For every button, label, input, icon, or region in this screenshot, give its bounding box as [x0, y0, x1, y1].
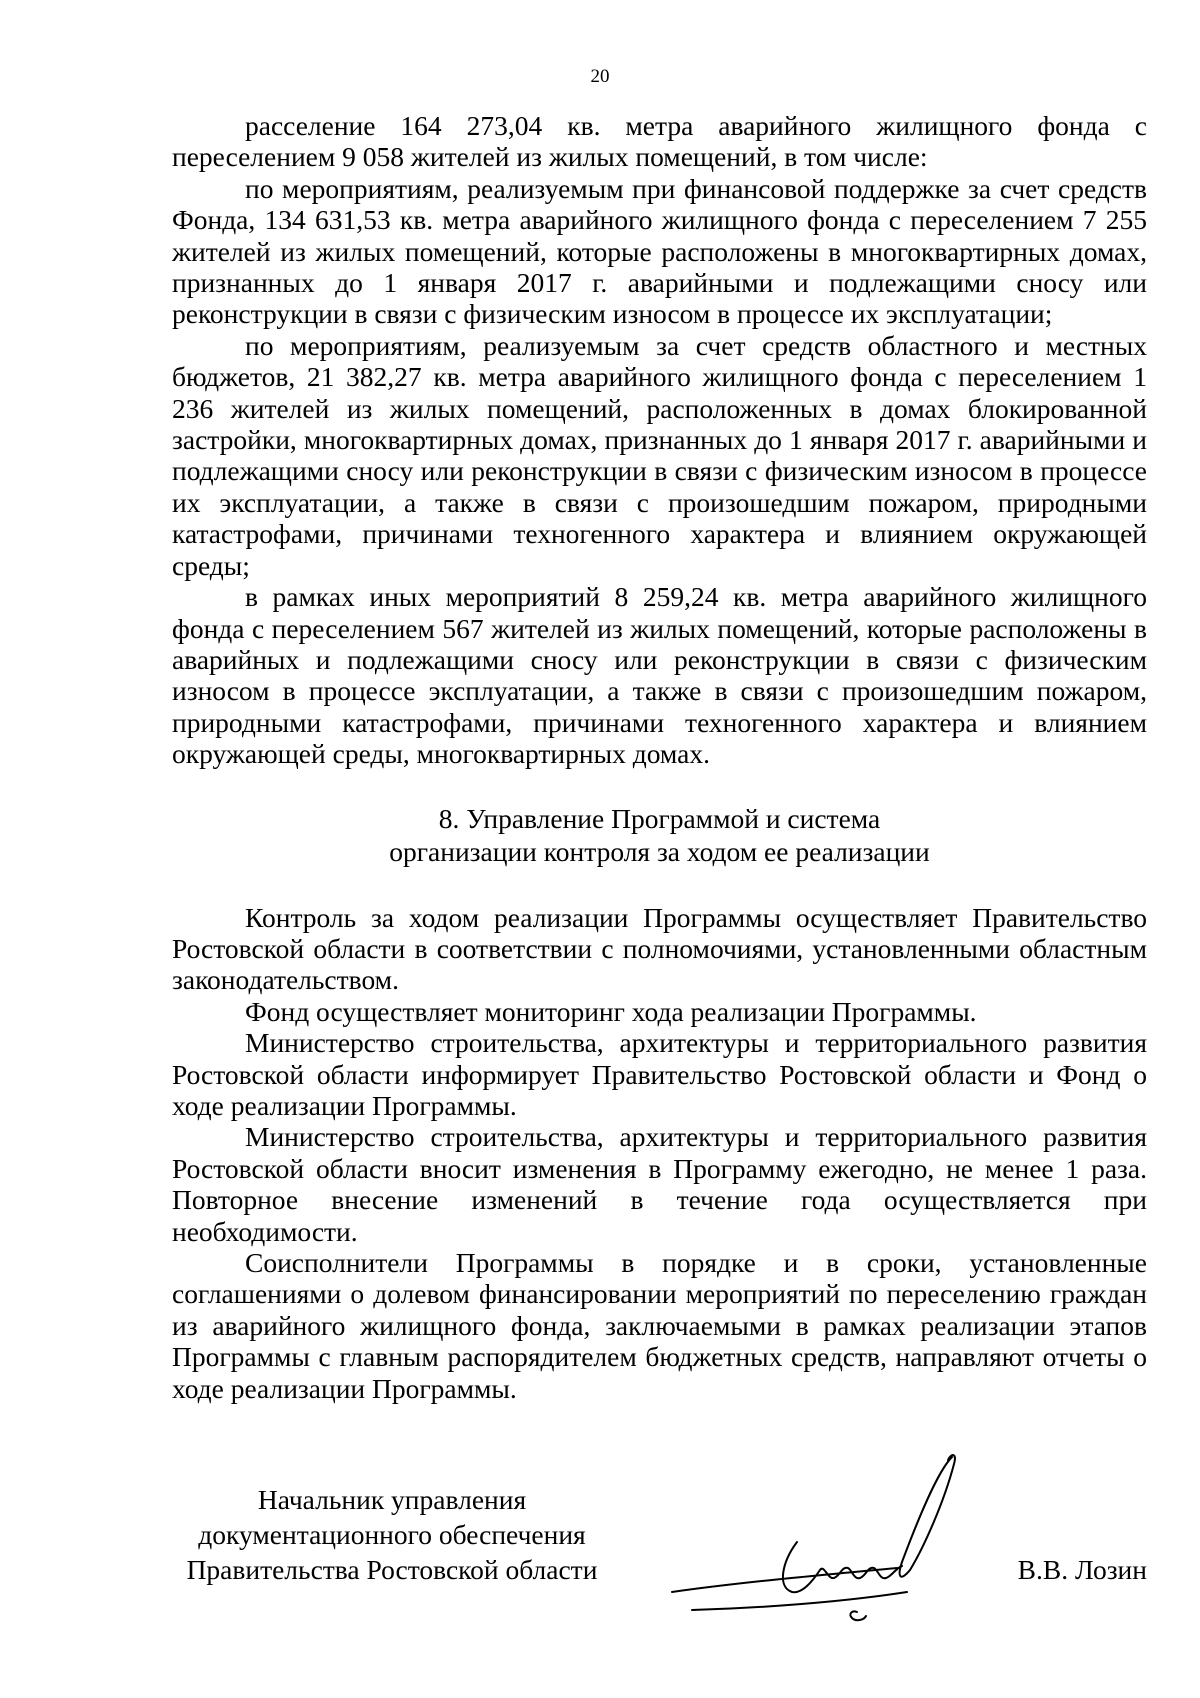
- document-body: [172, 110, 1147, 1404]
- paragraph-resettlement-total: расселение 164 273,04 кв. метра аварийного жилищного фонда с переселением 9 058 жителей из жилых помещений, в том числе:: [172, 110, 1147, 173]
- signature-block: [172, 1482, 1147, 1652]
- paragraph-control: Контроль за ходом реализации Программы осуществляет Правительство Ростовской области в соответствии с полномочиями, установленными областным законодательством.: [172, 901, 1147, 996]
- section-heading-line-1: 8. Управление Программой и система: [438, 802, 881, 834]
- paragraph-other-measures: в рамках иных мероприятий 8 259,24 кв. метра аварийного жилищного фонда с переселением 567 жителей из жилых помещений, которые расположены в аварийных и подлежащими сносу или реконструкции в связи с физическим износом в процессе эксплуатации, а также в связи с произошедшим пожаром, природными катастрофами, причинами техногенного характера и влиянием окружающей среды, многоквартирных домах.: [172, 581, 1147, 770]
- paragraph-fund-measures: по мероприятиям, реализуемым при финансовой поддержке за счет средств Фонда, 134 631,53 кв. метра аварийного жилищного фонда с переселением 7 255 жителей из жилых помещений, которые расположены в многоквартирных домах, признанных до 1 января 2017 г. аварийными и подлежащими сносу или реконструкции в связи с физическим износом в процессе их эксплуатации;: [172, 172, 1147, 330]
- handwritten-signature: [652, 1442, 982, 1632]
- page-number: 20: [590, 66, 610, 87]
- signatory-position-line-2: документационного обеспечения: [198, 1519, 586, 1550]
- section-heading-line-2: организации контроля за ходом ее реализации: [389, 835, 930, 867]
- paragraph-ministry-informs: Министерство строительства, архитектуры и территориального развития Ростовской области информирует Правительство Ростовской области и Фонд о ходе реализации Программы.: [172, 1027, 1147, 1121]
- section-heading: [172, 802, 1147, 868]
- signatory-position: [172, 1482, 612, 1587]
- signatory-position-line-3: Правительства Ростовской области: [186, 1554, 598, 1585]
- signatory-position-line-1: Начальник управления: [257, 1484, 527, 1515]
- paragraph-ministry-changes: Министерство строительства, архитектуры и территориального развития Ростовской области вносит изменения в Программу ежегодно, не менее 1 раза. Повторное внесение изменений в течение года осуществляется при необходимости.: [172, 1121, 1147, 1247]
- signatory-name: В.В. Лозин: [1017, 1554, 1147, 1585]
- paragraph-regional-budget-measures: по мероприятиям, реализуемым за счет средств областного и местных бюджетов, 21 382,27 кв. метра аварийного жилищного фонда с переселением 1 236 жителей из жилых помещений, расположенных в домах блокированной застройки, многоквартирных домах, признанных до 1 января 2017 г. аварийными и подлежащими сносу или реконструкции в связи с физическим износом в процессе их эксплуатации, а также в связи с произошедшим пожаром, природными катастрофами, причинами техногенного характера и влиянием окружающей среды;: [172, 329, 1147, 581]
- paragraph-monitoring: Фонд осуществляет мониторинг хода реализации Программы.: [245, 995, 977, 1027]
- paragraph-co-executors: Соисполнители Программы в порядке и в сроки, установленные соглашениями о долевом финансировании мероприятий по переселению граждан из аварийного жилищного фонда, заключаемыми в рамках реализации этапов Программы с главным распорядителем бюджетных средств, направляют отчеты о ходе реализации Программы.: [172, 1247, 1147, 1404]
